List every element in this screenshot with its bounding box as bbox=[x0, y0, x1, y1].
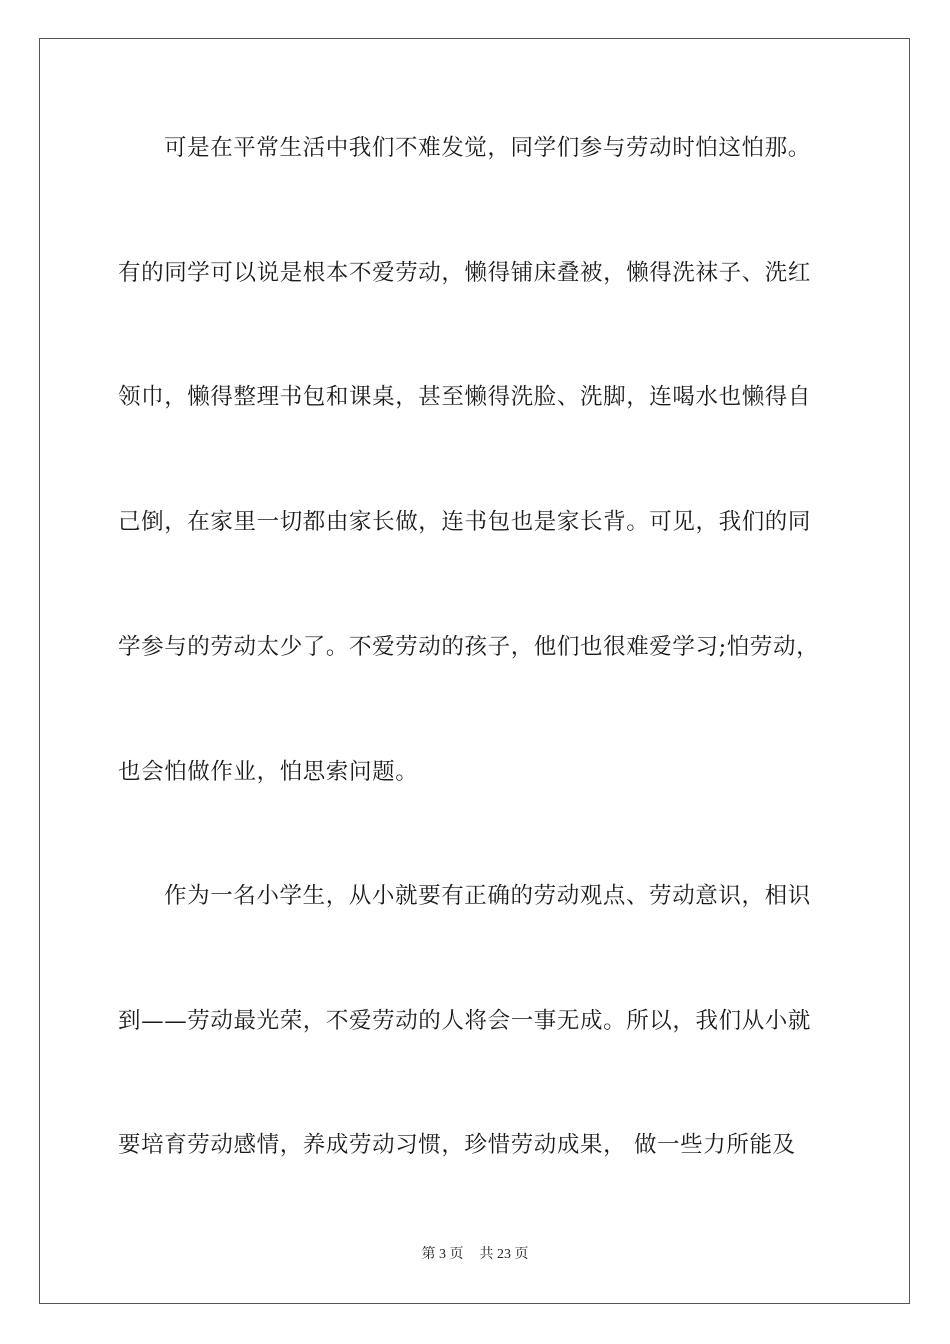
paragraph-2-line-2: 到——劳动最光荣，不爱劳动的人将会一事无成。所以，我们从小就 bbox=[118, 1008, 812, 1034]
paragraph-2-line-1: 作为一名小学生，从小就要有正确的劳动观点、劳动意识，相识 bbox=[164, 883, 811, 909]
page-footer bbox=[0, 1245, 950, 1265]
paragraph-1-line-1: 可是在平常生活中我们不难发觉，同学们参与劳动时怕这怕那。 bbox=[164, 135, 811, 161]
paragraph-1-line-5: 学参与的劳动太少了。不爱劳动的孩子，他们也很难爱学习;怕劳动， bbox=[118, 634, 820, 660]
paragraph-1-line-3: 领巾，懒得整理书包和课桌，甚至懒得洗脸、洗脚，连喝水也懒得自 bbox=[118, 384, 812, 410]
page-number: 第 3 页 bbox=[421, 1247, 464, 1262]
paragraph-1-line-4: 己倒，在家里一切都由家长做，连书包也是家长背。可见，我们的同 bbox=[118, 509, 812, 535]
paragraph-1-line-6: 也会怕做作业，怕思索问题。 bbox=[118, 759, 419, 785]
page-total: 共 23 页 bbox=[479, 1247, 529, 1262]
paragraph-1-line-2: 有的同学可以说是根本不爱劳动，懒得铺床叠被，懒得洗袜子、洗红 bbox=[118, 260, 812, 286]
page-border bbox=[39, 38, 910, 1304]
paragraph-2-line-3: 要培育劳动感情，养成劳动习惯，珍惜劳动成果， 做一些力所能及 bbox=[118, 1132, 796, 1158]
